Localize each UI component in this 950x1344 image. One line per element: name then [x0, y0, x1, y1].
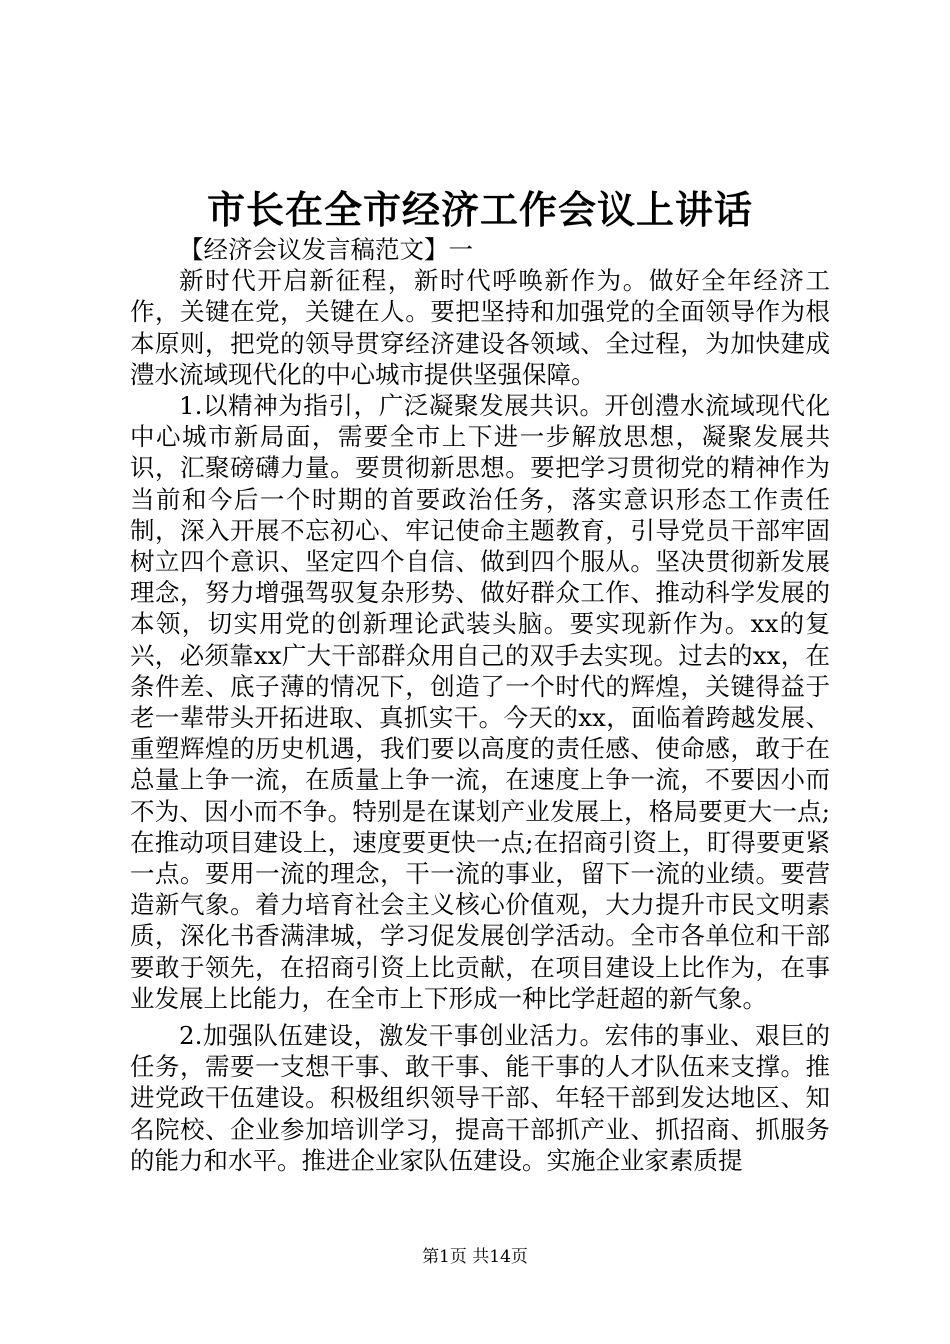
document-title: 市长在全市经济工作会议上讲话: [206, 187, 753, 232]
paragraph-intro: 新时代开启新征程，新时代呼唤新作为。做好全年经济工作，关键在党，关键在人。要把坚持和加强党的全面领导作为根本原则，把党的领导贯穿经济建设各领域、全过程，为加快建成澧水流域现代化的中心城市提供坚强保障。: [130, 266, 830, 389]
document-body: [130, 234, 830, 1176]
paragraph-point-2: 2.加强队伍建设，激发干事创业活力。宏伟的事业、艰巨的任务，需要一支想干事、敢干事、能干事的人才队伍来支撑。推进党政干伍建设。积极组织领导干部、年轻干部到发达地区、知名院校、企业参加培训学习，提高干部抓产业、抓招商、抓服务的能力和水平。推进企业家队伍建设。实施企业家素质提: [130, 1021, 830, 1175]
paragraph-point-1: 1.以精神为指引，广泛凝聚发展共识。开创澧水流域现代化中心城市新局面，需要全市上下进一步解放思想，凝聚发展共识，汇聚磅礴力量。要贯彻新思想。要把学习贯彻党的精神作为当前和今后一个时期的首要政治任务，落实意识形态工作责任制，深入开展不忘初心、牢记使命主题教育，引导党员干部牢固树立四个意识、坚定四个自信、做到四个服从。坚决贯彻新发展理念，努力增强驾驭复杂形势、做好群众工作、推动科学发展的本领，切实用党的创新理论武装头脑。要实现新作为。xx的复兴，必须靠xx广大干部群众用自己的双手去实现。过去的xx，在条件差、底子薄的情况下，创造了一个时代的辉煌，关键得益于老一辈带头开拓进取、真抓实干。今天的xx，面临着跨越发展、重塑辉煌的历史机遇，我们要以高度的责任感、使命感，敢于在总量上争一流，在质量上争一流，在速度上争一流，不要因小而不为、因小而不争。特别是在谋划产业发展上，格局要更大一点;在推动项目建设上，速度要更快一点;在招商引资上，盯得要更紧一点。要用一流的理念，干一流的事业，留下一流的业绩。要营造新气象。着力培育社会主义核心价值观，大力提升市民文明素质，深化书香满津城，学习促发展创学活动。全市各单位和干部要敢于领先，在招商引资上比贡献，在项目建设上比作为，在事业发展上比能力，在全市上下形成一种比学赶超的新气象。: [130, 391, 830, 1013]
page-number-footer: 第1页 共14页: [422, 1247, 528, 1267]
section-heading: 【经济会议发言稿范文】一: [179, 235, 473, 264]
